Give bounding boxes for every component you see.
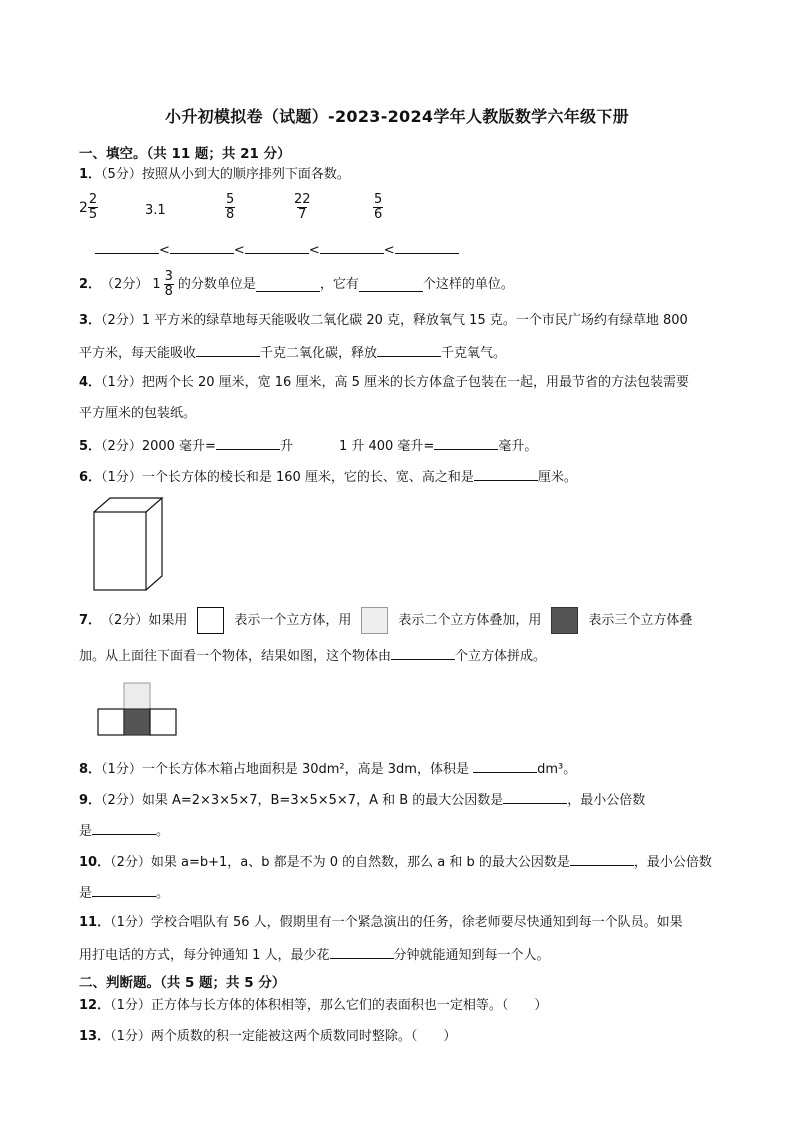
question-11: 11．（1分）学校合唱队有 56 人，假期里有一个紧急演出的任务，徐老师要尽快通知到每一个队员。如果: [79, 915, 683, 930]
question-number: 1．: [79, 167, 102, 182]
answer-blank[interactable]: [391, 645, 455, 660]
answer-blank[interactable]: [256, 277, 320, 292]
q1-item-5: $\frac{5}{6}$: [374, 192, 383, 222]
question-8: 8．（1分）一个长方体木箱占地面积是 30dm²，高是 3dm，体积是 dm³。: [79, 758, 576, 780]
section-judgement-heading: 二、判断题。（共 5 题；共 5 分）: [79, 975, 286, 991]
answer-blank[interactable]: [320, 239, 384, 254]
question-score: （5分）: [101, 167, 142, 182]
answer-blank[interactable]: [170, 239, 234, 254]
answer-blank[interactable]: [92, 820, 156, 835]
question-2: 2． （2分） 1 $\frac{3}{8}$ 的分数单位是 ，它有 个这样的单位。: [79, 269, 514, 299]
question-7-line-2: 加。从上面往下面看一个物体，结果如图，这个物体由 个立方体拼成。: [79, 645, 546, 667]
answer-blank[interactable]: [395, 239, 459, 254]
q1-item-4: $\frac{22}{7}$: [294, 192, 311, 222]
question-5: 5．（2分）2000 毫升= 升 1 升 400 毫升= 毫升。: [79, 435, 537, 457]
question-1: [79, 165, 350, 185]
answer-blank[interactable]: [330, 944, 394, 959]
answer-blank[interactable]: [377, 342, 441, 357]
question-12: 12．（1分）正方体与长方体的体积相等，那么它们的表面积也一定相等。（ ）: [79, 998, 548, 1013]
page-title: 小升初模拟卷（试题）-2023-2024学年人教版数学六年级下册: [165, 107, 629, 126]
question-4-line-2: 平方厘米的包装纸。: [79, 406, 197, 421]
cuboid-figure: [90, 494, 170, 594]
answer-blank[interactable]: [434, 435, 498, 450]
question-13: 13．（1分）两个质数的积一定能被这两个质数同时整除。（ ）: [79, 1029, 457, 1044]
double-cube-square-icon: [361, 607, 388, 634]
triple-cube-square-icon: [551, 607, 578, 634]
question-6: 6．（1分）一个长方体的棱长和是 160 厘米，它的长、宽、高之和是 厘米。: [79, 466, 577, 488]
answer-blank[interactable]: [92, 882, 156, 897]
question-9-line-2: 是 。: [79, 820, 169, 842]
question-4: 4．（1分）把两个长 20 厘米，宽 16 厘米，高 5 厘米的长方体盒子包装在一起，用最节省的方法包装需要: [79, 375, 689, 390]
question-11-line-2: 用打电话的方式，每分钟通知 1 人，最少花 分钟就能通知到每一个人。: [79, 944, 550, 966]
answer-blank[interactable]: [245, 239, 309, 254]
question-7: 7． （2分） 如果用 表示一个立方体，用 表示二个立方体叠加，用 表示三个立方体叠: [79, 607, 692, 634]
top-view-figure: [97, 682, 179, 738]
question-10-line-2: 是 。: [79, 882, 169, 904]
q1-item-2: 3.1: [145, 203, 166, 218]
answer-blank[interactable]: [473, 758, 537, 773]
question-3: 3．（2分）1 平方米的绿草地每天能吸收二氧化碳 20 克，释放氧气 15 克。一个市民广场约有绿草地 800: [79, 313, 688, 328]
question-3-line-2: 平方米，每天能吸收 千克二氧化碳，释放 千克氧气。: [79, 342, 506, 364]
answer-blank[interactable]: [216, 435, 280, 450]
answer-blank[interactable]: [474, 466, 538, 481]
q1-item-3: $\frac{5}{8}$: [226, 192, 235, 222]
answer-blank[interactable]: [95, 239, 159, 254]
section-fill-blank-heading: 一、填空。（共 11 题；共 21 分）: [79, 146, 291, 162]
question-9: 9．（2分）如果 A=2×3×5×7，B=3×5×5×7，A 和 B 的最大公因数是 ，最小公倍数: [79, 789, 645, 811]
answer-blank[interactable]: [503, 789, 567, 804]
answer-blank[interactable]: [359, 277, 423, 292]
single-cube-square-icon: [197, 607, 224, 634]
q1-item-1: 2 $\frac{2}{5}$: [79, 192, 98, 222]
q1-ordering-blanks: < < < <: [95, 239, 459, 261]
question-text: 按照从小到大的顺序排列下面各数。: [141, 167, 350, 182]
answer-blank[interactable]: [196, 342, 260, 357]
question-10: 10．（2分）如果 a=b+1，a、b 都是不为 0 的自然数，那么 a 和 b 的最大公因数是 ，最小公倍数: [79, 851, 712, 873]
answer-blank[interactable]: [570, 851, 634, 866]
